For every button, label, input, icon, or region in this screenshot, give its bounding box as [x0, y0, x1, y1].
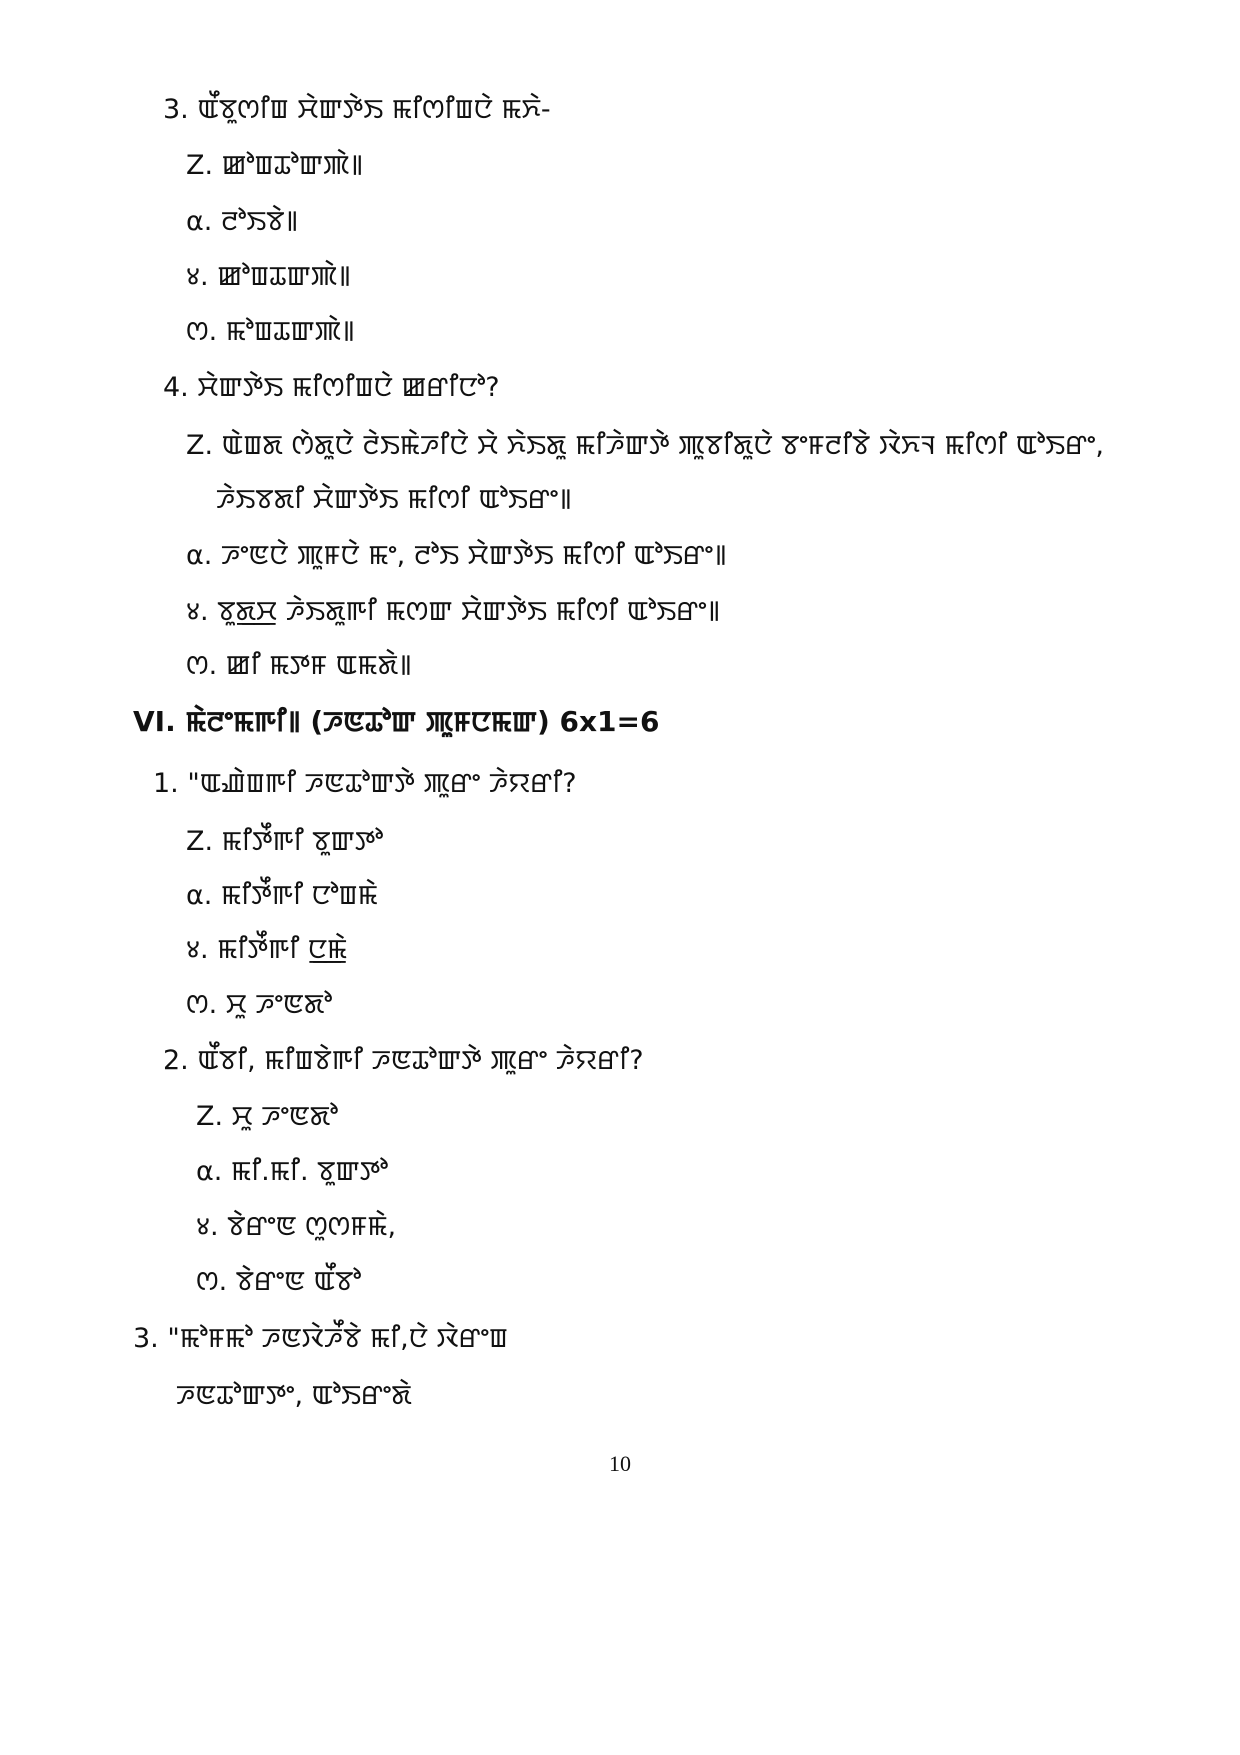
option-2: α. ꯃꯤ.ꯃꯤ. ꯕꯨꯛꯇꯣ: [196, 1156, 389, 1187]
option-3: ४. ꯕꯥꯔꯦꯟ ꯁꯨꯁꯝꯃꯥ,: [196, 1211, 397, 1242]
question-text-continuation: ꯍꯟꯊꯣꯛꯇꯦ, ꯑꯣꯏꯔꯦꯗꯥ: [176, 1380, 412, 1411]
option-1: Z. ꯑꯥꯡꯗ ꯁꯥꯗꯨꯅꯥ ꯂꯥꯏꯃꯥꯍꯤꯅꯥ ꯆꯥ ꯈꯥꯏꯗꯨ ꯃꯤꯍꯥꯛꯇꯥ ꯄꯨꯕꯤꯗꯨꯅꯥ ꯕꯦꯝꯂꯤꯕꯥ ꯋꯥꯈꯜ ꯃꯤꯁꯤ ꯑꯣꯏꯔꯦ,: [186, 430, 1104, 461]
option-1: Z. ꯆꯨ ꯍꯦꯟꯗꯣ: [196, 1101, 339, 1132]
question-text: 2. ꯑꯩꯕꯤ, ꯃꯤꯡꯕꯥꯒꯤ ꯍꯟꯊꯣꯛꯇꯥ ꯄꯨꯔꯦ ꯍꯥꯌꯔꯤ?: [163, 1045, 644, 1076]
question-text: 4. ꯆꯥꯛꯇꯥꯏ ꯃꯤꯁꯤꯡꯅꯥ ꯀꯔꯤꯅꯣ?: [163, 372, 500, 403]
option-1: Z. ꯃꯤꯇꯩꯒꯤ ꯕꯨꯛꯇꯣ: [186, 826, 384, 857]
option-3: ४. ꯕꯨꯗ꯭ꯆ ꯍꯥꯏꯗꯨꯒꯤ ꯃꯁꯛ ꯆꯥꯛꯇꯥꯏ ꯃꯤꯁꯤ ꯑꯣꯏꯔꯦ꯫: [186, 596, 721, 627]
option-3: ४. ꯃꯤꯇꯩꯒꯤ ꯅ꯭ꯃꯥ: [186, 934, 348, 965]
question-text: 3. ꯑꯩꯕꯨꯁꯤꯡ ꯆꯥꯛꯇꯥꯏ ꯃꯤꯁꯤꯡꯅꯥ ꯃꯈꯥ-: [163, 94, 551, 125]
option-1-continuation: ꯍꯥꯏꯕꯗꯤ ꯆꯥꯛꯇꯥꯏ ꯃꯤꯁꯤ ꯑꯣꯏꯔꯦ꯫: [216, 484, 572, 515]
option-2: α. ꯃꯤꯇꯩꯒꯤ ꯅꯣꯡꯃꯥ: [186, 880, 378, 911]
option-4: ꯁ. ꯕꯥꯔꯦꯟ ꯑꯩꯕꯣ: [196, 1266, 362, 1297]
option-4: ꯁ. ꯀꯤ ꯃꯇꯝ ꯑꯃꯗꯥ꯫: [186, 650, 412, 681]
option-2: α. ꯂꯣꯏꯕꯥ꯫: [186, 206, 299, 237]
option-4: ꯁ. ꯆꯨ ꯍꯦꯟꯗꯣ: [186, 989, 333, 1020]
option-4: ꯁ. ꯃꯣꯡꯊꯛꯄꯥ꯫: [186, 316, 355, 347]
section-heading: VI. ꯃꯥꯂꯦꯃꯒꯤ꯫ (ꯍꯟꯊꯣꯛ ꯄꯨꯝꯅꯃꯛ) 6x1=6: [133, 705, 660, 738]
question-text: 3. "ꯃꯣꯝꯃꯣ ꯍꯟꯋꯥꯍꯩꯕꯥ ꯃꯤ,ꯅꯥ ꯋꯥꯔꯦꯡ: [133, 1323, 508, 1354]
question-text: 1. "ꯑꯉꯥꯡꯒꯤ ꯍꯟꯊꯣꯛꯇꯥ ꯄꯨꯔꯦ ꯍꯥꯌꯔꯤ?: [153, 768, 577, 799]
option-3: ४. ꯀꯣꯡꯊꯛꯄꯥ꯫: [186, 261, 351, 292]
option-2: α. ꯍꯦꯟꯅꯥ ꯄꯨꯝꯅꯥ ꯃꯦ, ꯂꯣꯏ ꯆꯥꯛꯇꯥꯏ ꯃꯤꯁꯤ ꯑꯣꯏꯔꯦ꯫: [186, 540, 727, 571]
page-number: 10: [609, 1451, 631, 1476]
option-1: Z. ꯀꯣꯡꯊꯣꯛꯄꯥ꯫: [186, 150, 364, 181]
